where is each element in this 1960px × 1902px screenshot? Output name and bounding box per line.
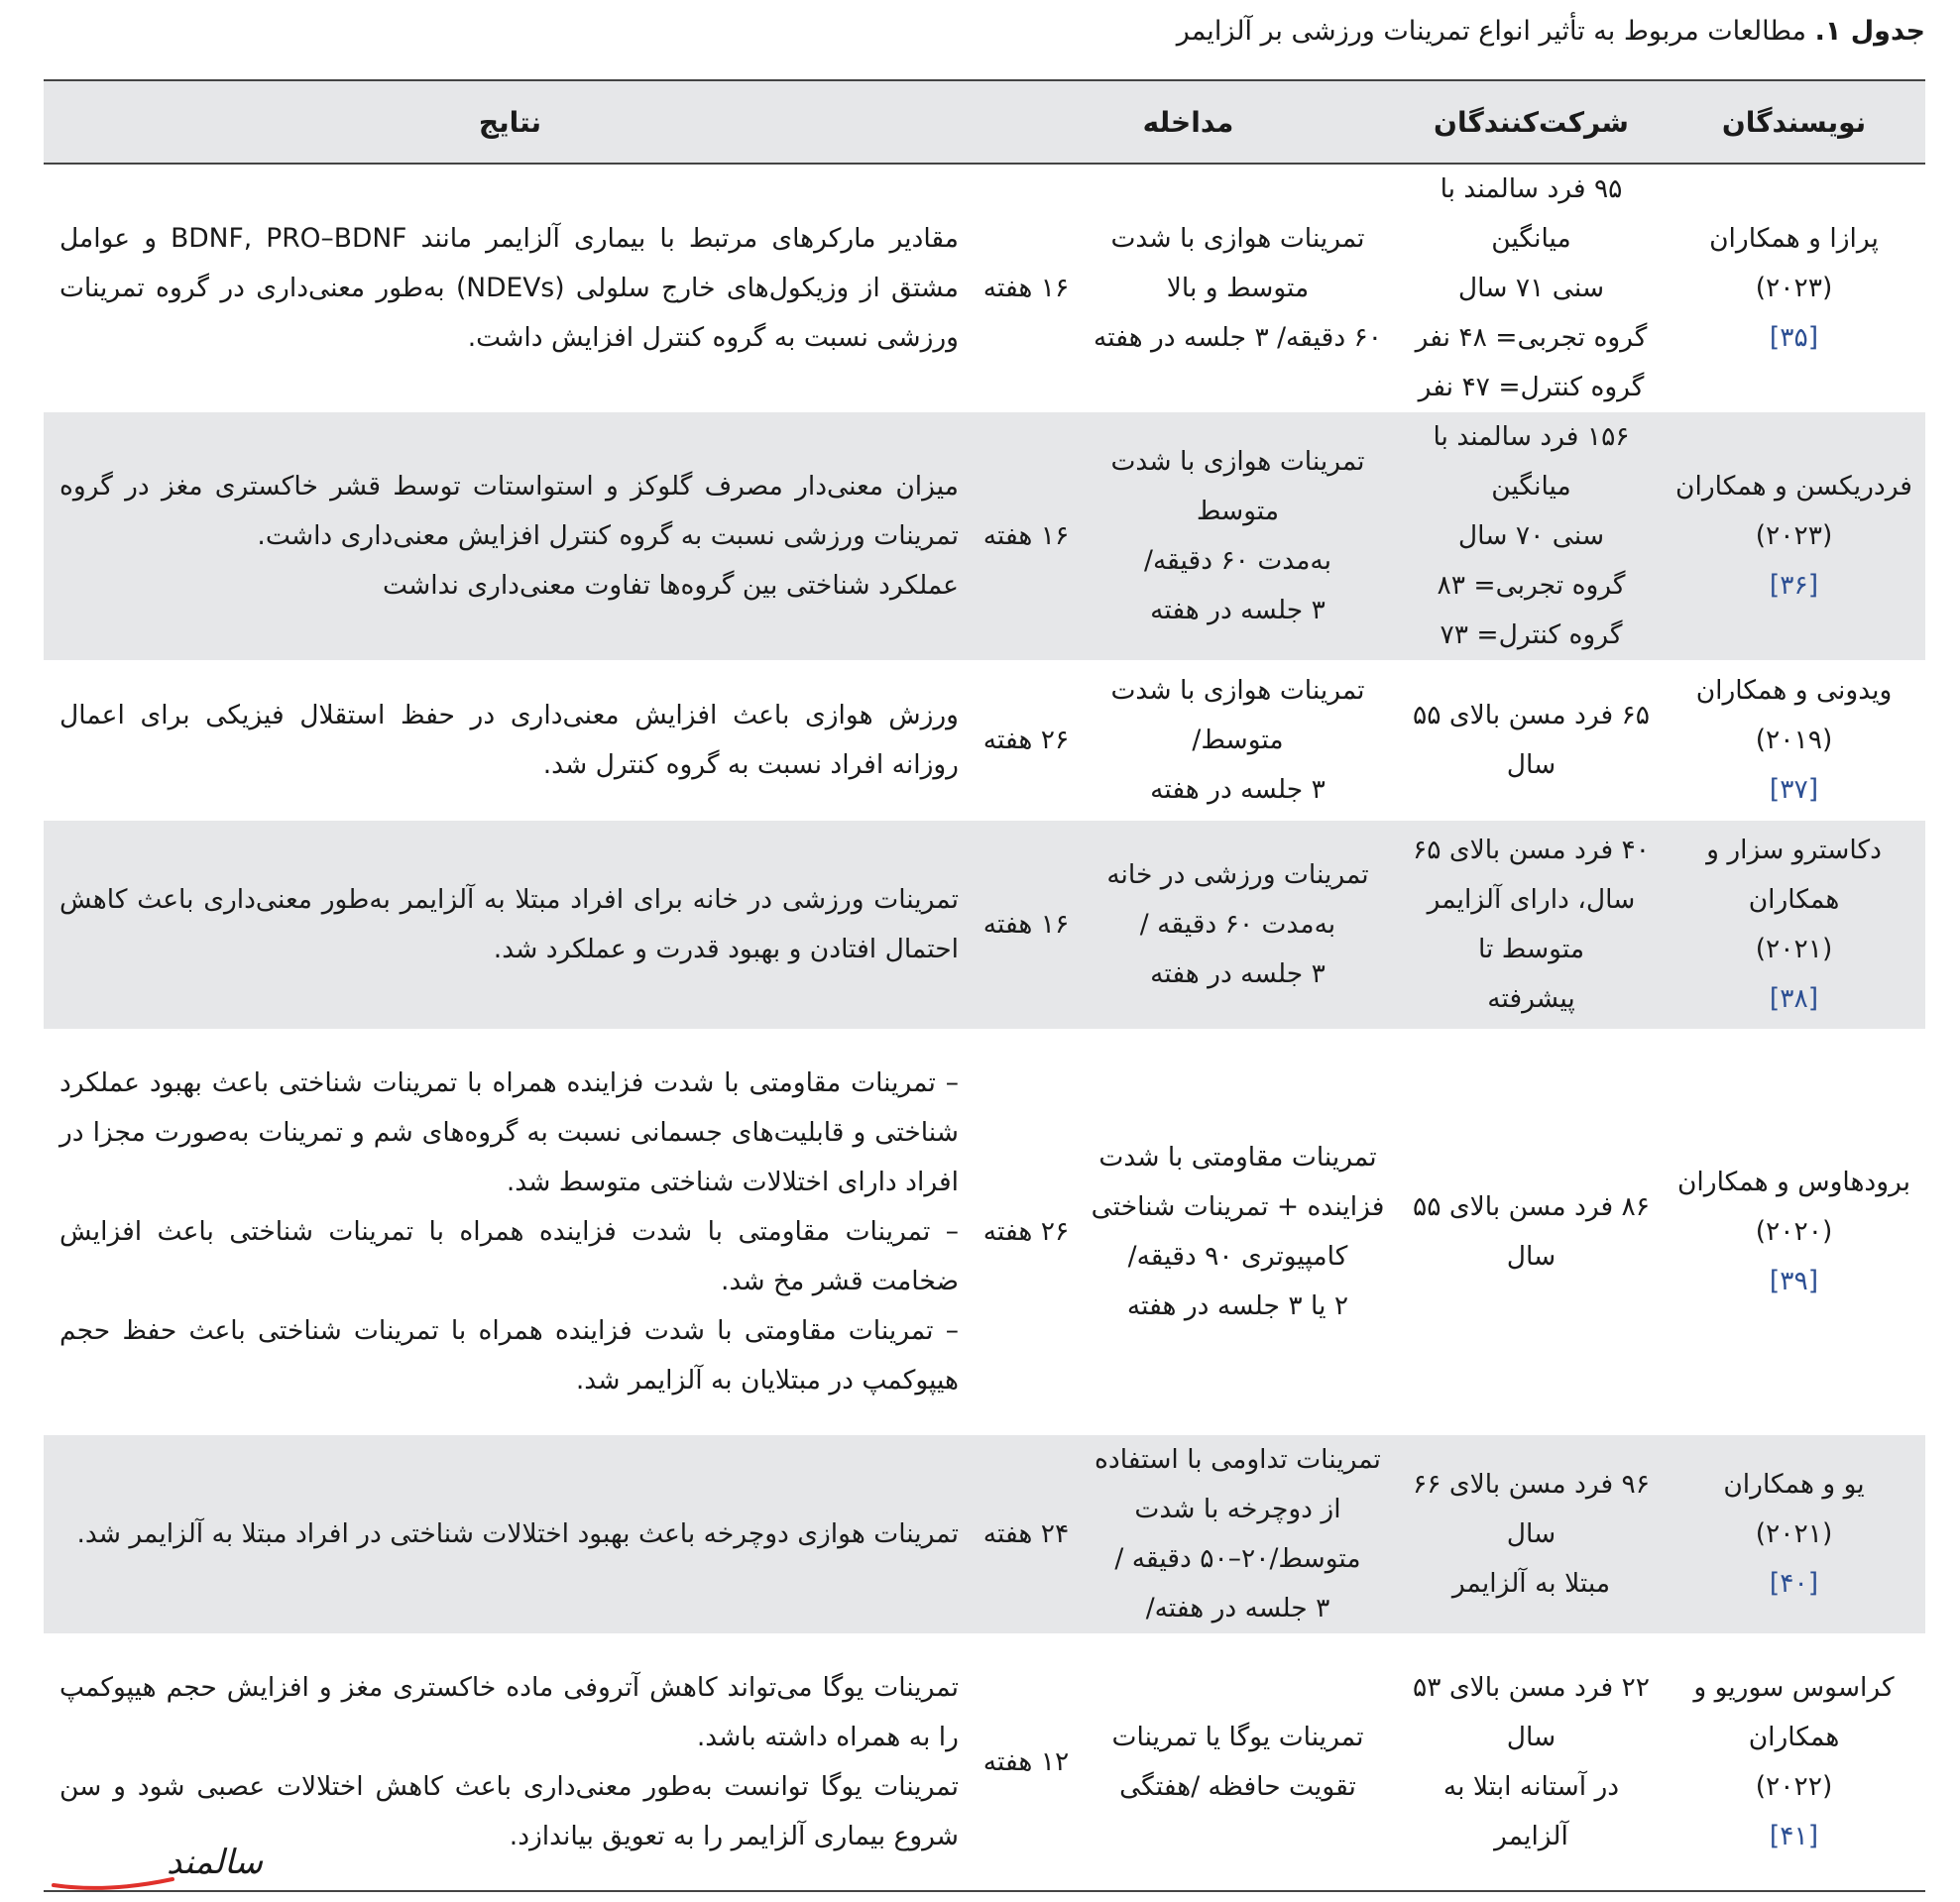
results-paragraph: تمرینات یوگا توانست به‌طور معنی‌داری باعث کاهش اختلالات عصبی شود و سن شروع بیماری آلزایمر را به تعویق بیاندازد. — [58, 1770, 959, 1851]
table-row — [44, 164, 1925, 412]
intervention-line: ۳ جلسه در هفته — [1150, 774, 1326, 805]
authors-line: (۲۰۲۳) — [1755, 273, 1833, 303]
results-paragraph: – تمرینات مقاومتی با شدت فزاینده همراه با تمرینات شناختی باعث افزایش ضخامت قشر مخ شد. — [58, 1216, 959, 1296]
results-paragraph: تمرینات ورزشی در خانه برای افراد مبتلا به آلزایمر به‌طور معنی‌داری باعث کاهش احتمال افتادن و بهبود قدرت و عملکرد شد. — [58, 884, 959, 964]
studies-table — [44, 79, 1925, 1892]
results-paragraph: – تمرینات مقاومتی با شدت فزاینده همراه با تمرینات شناختی باعث حفظ حجم هیپوکمپ در مبتلایان به آلزایمر شد. — [58, 1315, 959, 1396]
results-paragraph: ورزش هوازی باعث افزایش معنی‌داری در حفظ استقلال فیزیکی برای اعمال روزانه افراد نسبت به گروه کنترل شد. — [58, 700, 959, 780]
intervention-line: به‌مدت ۶۰ دقیقه / — [1139, 909, 1336, 940]
results-paragraph: تمرینات هوازی دوچرخه باعث بهبود اختلالات شناختی در افراد مبتلا به آلزایمر شد. — [76, 1518, 959, 1549]
header-intervention: مداخله — [977, 80, 1400, 164]
authors-cell — [1663, 412, 1925, 660]
intervention-line: تمرینات هوازی با شدت — [1110, 223, 1365, 254]
intervention-line: فزاینده + تمرینات شناختی — [1091, 1191, 1385, 1222]
authors-cell — [1663, 1029, 1925, 1435]
intervention-cell — [1076, 660, 1400, 821]
header-authors: نویسندگان — [1663, 80, 1925, 164]
intervention-line: متوسط و بالا — [1166, 273, 1310, 303]
participants-cell — [1400, 660, 1663, 821]
participants-line: ۶۵ فرد مسن بالای ۵۵ سال — [1412, 700, 1651, 780]
reference-link: [۳۶] — [1769, 570, 1819, 601]
intervention-line: تمرینات تداومی با استفاده — [1095, 1444, 1381, 1475]
intervention-line: تمرینات هوازی با شدت — [1110, 675, 1365, 706]
table-row — [44, 660, 1925, 821]
logo-text: سالمند — [167, 1843, 263, 1882]
table-caption-title: مطالعات مربوط به تأثیر انواع تمرینات ورزشی بر آلزایمر — [1176, 16, 1806, 47]
participants-cell — [1400, 1029, 1663, 1435]
authors-cell — [1663, 1633, 1925, 1891]
results-cell — [44, 412, 977, 660]
duration-cell: ۲۴ هفته — [977, 1435, 1076, 1633]
participants-cell — [1400, 412, 1663, 660]
intervention-line: تمرینات مقاومتی با شدت — [1098, 1142, 1377, 1173]
intervention-line: از دوچرخه با شدت — [1134, 1494, 1341, 1524]
participants-line: در آستانه ابتلا به آلزایمر — [1442, 1770, 1620, 1851]
participants-line: ۴۰ فرد مسن بالای ۶۵ — [1412, 835, 1651, 865]
results-cell — [44, 660, 977, 821]
authors-line: (۲۰۲۱) — [1755, 1518, 1833, 1549]
intervention-line: متوسط/ — [1192, 725, 1284, 755]
intervention-cell — [1076, 821, 1400, 1029]
participants-line: ۹۶ فرد مسن بالای ۶۶ سال — [1412, 1469, 1651, 1549]
table-body — [44, 164, 1925, 1891]
logo-swoosh — [54, 1879, 173, 1888]
intervention-line: متوسط/۲۰–۵۰ دقیقه / — [1114, 1543, 1361, 1574]
authors-line: یو و همکاران — [1723, 1469, 1865, 1500]
participants-cell — [1400, 1633, 1663, 1891]
table-caption-label: جدول ۱. — [1814, 16, 1925, 47]
table-header-row — [44, 80, 1925, 164]
authors-line: کراسوس سوریو و — [1693, 1671, 1895, 1703]
duration-cell: ۲۶ هفته — [982, 1216, 1070, 1247]
reference-link: [۴۰] — [1769, 1568, 1819, 1599]
intervention-cell — [1076, 1435, 1400, 1633]
intervention-line: ۳ جلسه در هفته — [1150, 595, 1326, 625]
authors-line: فردریکسن و همکاران — [1675, 471, 1912, 502]
reference-link: [۳۸] — [1769, 983, 1819, 1014]
participants-line: ۹۵ فرد سالمند با میانگین — [1440, 173, 1623, 254]
table-row — [44, 412, 1925, 660]
authors-line: همکاران — [1748, 1721, 1840, 1752]
authors-line: دکاسترو سزار و — [1706, 835, 1882, 865]
reference-link: [۳۷] — [1769, 774, 1819, 805]
table-row — [44, 821, 1925, 1029]
intervention-line: تمرینات هوازی با شدت — [1110, 446, 1365, 477]
reference-link: [۴۱] — [1769, 1820, 1819, 1851]
participants-line: سال، دارای آلزایمر متوسط تا — [1427, 884, 1636, 964]
intervention-line: ۶۰ دقیقه/ ۳ جلسه در هفته — [1093, 322, 1383, 353]
authors-line: همکاران — [1748, 884, 1840, 915]
authors-line: (۲۰۲۰) — [1755, 1216, 1833, 1247]
results-paragraph: تمرینات یوگا می‌تواند کاهش آتروفی ماده خاکستری مغز و افزایش حجم هیپوکمپ را به همراه داشته باشد. — [58, 1671, 959, 1752]
authors-line: (۲۰۱۹) — [1755, 725, 1833, 755]
participants-line: سنی ۷۱ سال — [1457, 273, 1605, 303]
intervention-line: ۳ جلسه در هفته/ — [1145, 1593, 1330, 1623]
results-paragraph: عملکرد شناختی بین گروه‌ها تفاوت معنی‌داری نداشت — [382, 570, 959, 601]
authors-line: ویدونی و همکاران — [1695, 675, 1893, 706]
authors-cell — [1663, 164, 1925, 412]
participants-line: پیشرفته — [1487, 983, 1575, 1014]
salmand-logo — [48, 1836, 263, 1893]
results-cell — [44, 164, 977, 412]
table-caption — [1177, 12, 1925, 52]
results-cell — [44, 821, 977, 1029]
participants-line: ۲۲ فرد مسن بالای ۵۳ سال — [1412, 1671, 1651, 1752]
authors-cell — [1663, 821, 1925, 1029]
participants-cell — [1400, 821, 1663, 1029]
document-page — [44, 0, 1925, 1902]
participants-line: ۱۵۶ فرد سالمند با میانگین — [1433, 421, 1630, 502]
participants-line: گروه تجربی= ۴۸ نفر — [1415, 322, 1648, 353]
participants-line: گروه کنترل= ۷۳ — [1440, 619, 1623, 650]
authors-line: (۲۰۲۱) — [1755, 934, 1833, 964]
duration-cell: ۱۶ هفته — [977, 821, 1076, 1029]
table-row — [44, 1435, 1925, 1633]
results-paragraph: – تمرینات مقاومتی با شدت فزاینده همراه با تمرینات شناختی باعث بهبود عملکرد شناختی و قابلیت‌های جسمانی نسبت به گروه‌های شم و تمرینات به‌صورت مجزا در افراد دارای اختلالات شناختی متوسط شد. — [58, 1067, 959, 1197]
intervention-cell — [1076, 412, 1400, 660]
results-paragraph: میزان معنی‌دار مصرف گلوکز و استواستات توسط قشر خاکستری مغز در گروه تمرینات ورزشی نسبت به گروه کنترل افزایش معنی‌داری داشت. — [58, 471, 959, 551]
participants-line: ۸۶ فرد مسن بالای ۵۵ سال — [1412, 1191, 1651, 1272]
intervention-line: تمرینات یوگا یا تمرینات — [1111, 1721, 1364, 1752]
authors-line: پرازا و همکاران — [1709, 223, 1879, 254]
results-cell — [44, 1435, 977, 1633]
intervention-cell — [1076, 1029, 1400, 1435]
participants-cell — [1400, 164, 1663, 412]
authors-line: (۲۰۲۳) — [1755, 520, 1833, 551]
intervention-line: ۳ جلسه در هفته — [1150, 958, 1326, 989]
results-cell — [44, 1029, 977, 1435]
reference-link: [۳۹] — [1769, 1266, 1819, 1296]
header-participants: شرکت‌کنندگان — [1400, 80, 1663, 164]
participants-cell — [1400, 1435, 1663, 1633]
intervention-line: تمرینات ورزشی در خانه — [1106, 859, 1369, 890]
participants-line: گروه کنترل= ۴۷ نفر — [1418, 372, 1645, 402]
participants-line: سنی ۷۰ سال — [1457, 520, 1605, 551]
reference-link: [۳۵] — [1769, 322, 1819, 353]
intervention-cell — [1076, 164, 1400, 412]
authors-cell — [1663, 660, 1925, 821]
results-paragraph: مقادیر مارکرهای مرتبط با بیماری آلزایمر مانند BDNF, PRO–BDNF و عوامل مشتق از وزیکول‌های خارج سلولی (NDEVs) به‌طور معنی‌داری در گروه تمرینات ورزشی نسبت به گروه کنترل افزایش داشت. — [58, 223, 959, 353]
participants-line: مبتلا به آلزایمر — [1451, 1568, 1611, 1599]
duration-cell: ۱۲ هفته — [977, 1633, 1076, 1891]
duration-cell: ۱۶ هفته — [977, 412, 1076, 660]
intervention-line: متوسط — [1196, 496, 1280, 526]
authors-cell — [1663, 1435, 1925, 1633]
intervention-line: به‌مدت ۶۰ دقیقه/ — [1144, 545, 1331, 576]
intervention-line: تقویت حافظه /هفتگی — [1119, 1770, 1356, 1802]
table-row — [44, 1633, 1925, 1891]
authors-line: (۲۰۲۲) — [1755, 1770, 1833, 1802]
intervention-line: ۲ یا ۳ جلسه در هفته — [1126, 1290, 1349, 1321]
duration-cell: ۱۶ هفته — [982, 273, 1070, 303]
intervention-line: کامپیوتری ۹۰ دقیقه/ — [1127, 1241, 1348, 1272]
header-results: نتایج — [44, 80, 977, 164]
intervention-cell — [1076, 1633, 1400, 1891]
table-row — [44, 1029, 1925, 1435]
duration-cell: ۲۶ هفته — [982, 725, 1070, 755]
authors-line: برودهاوس و همکاران — [1676, 1167, 1911, 1197]
participants-line: گروه تجربی= ۸۳ — [1437, 570, 1626, 601]
